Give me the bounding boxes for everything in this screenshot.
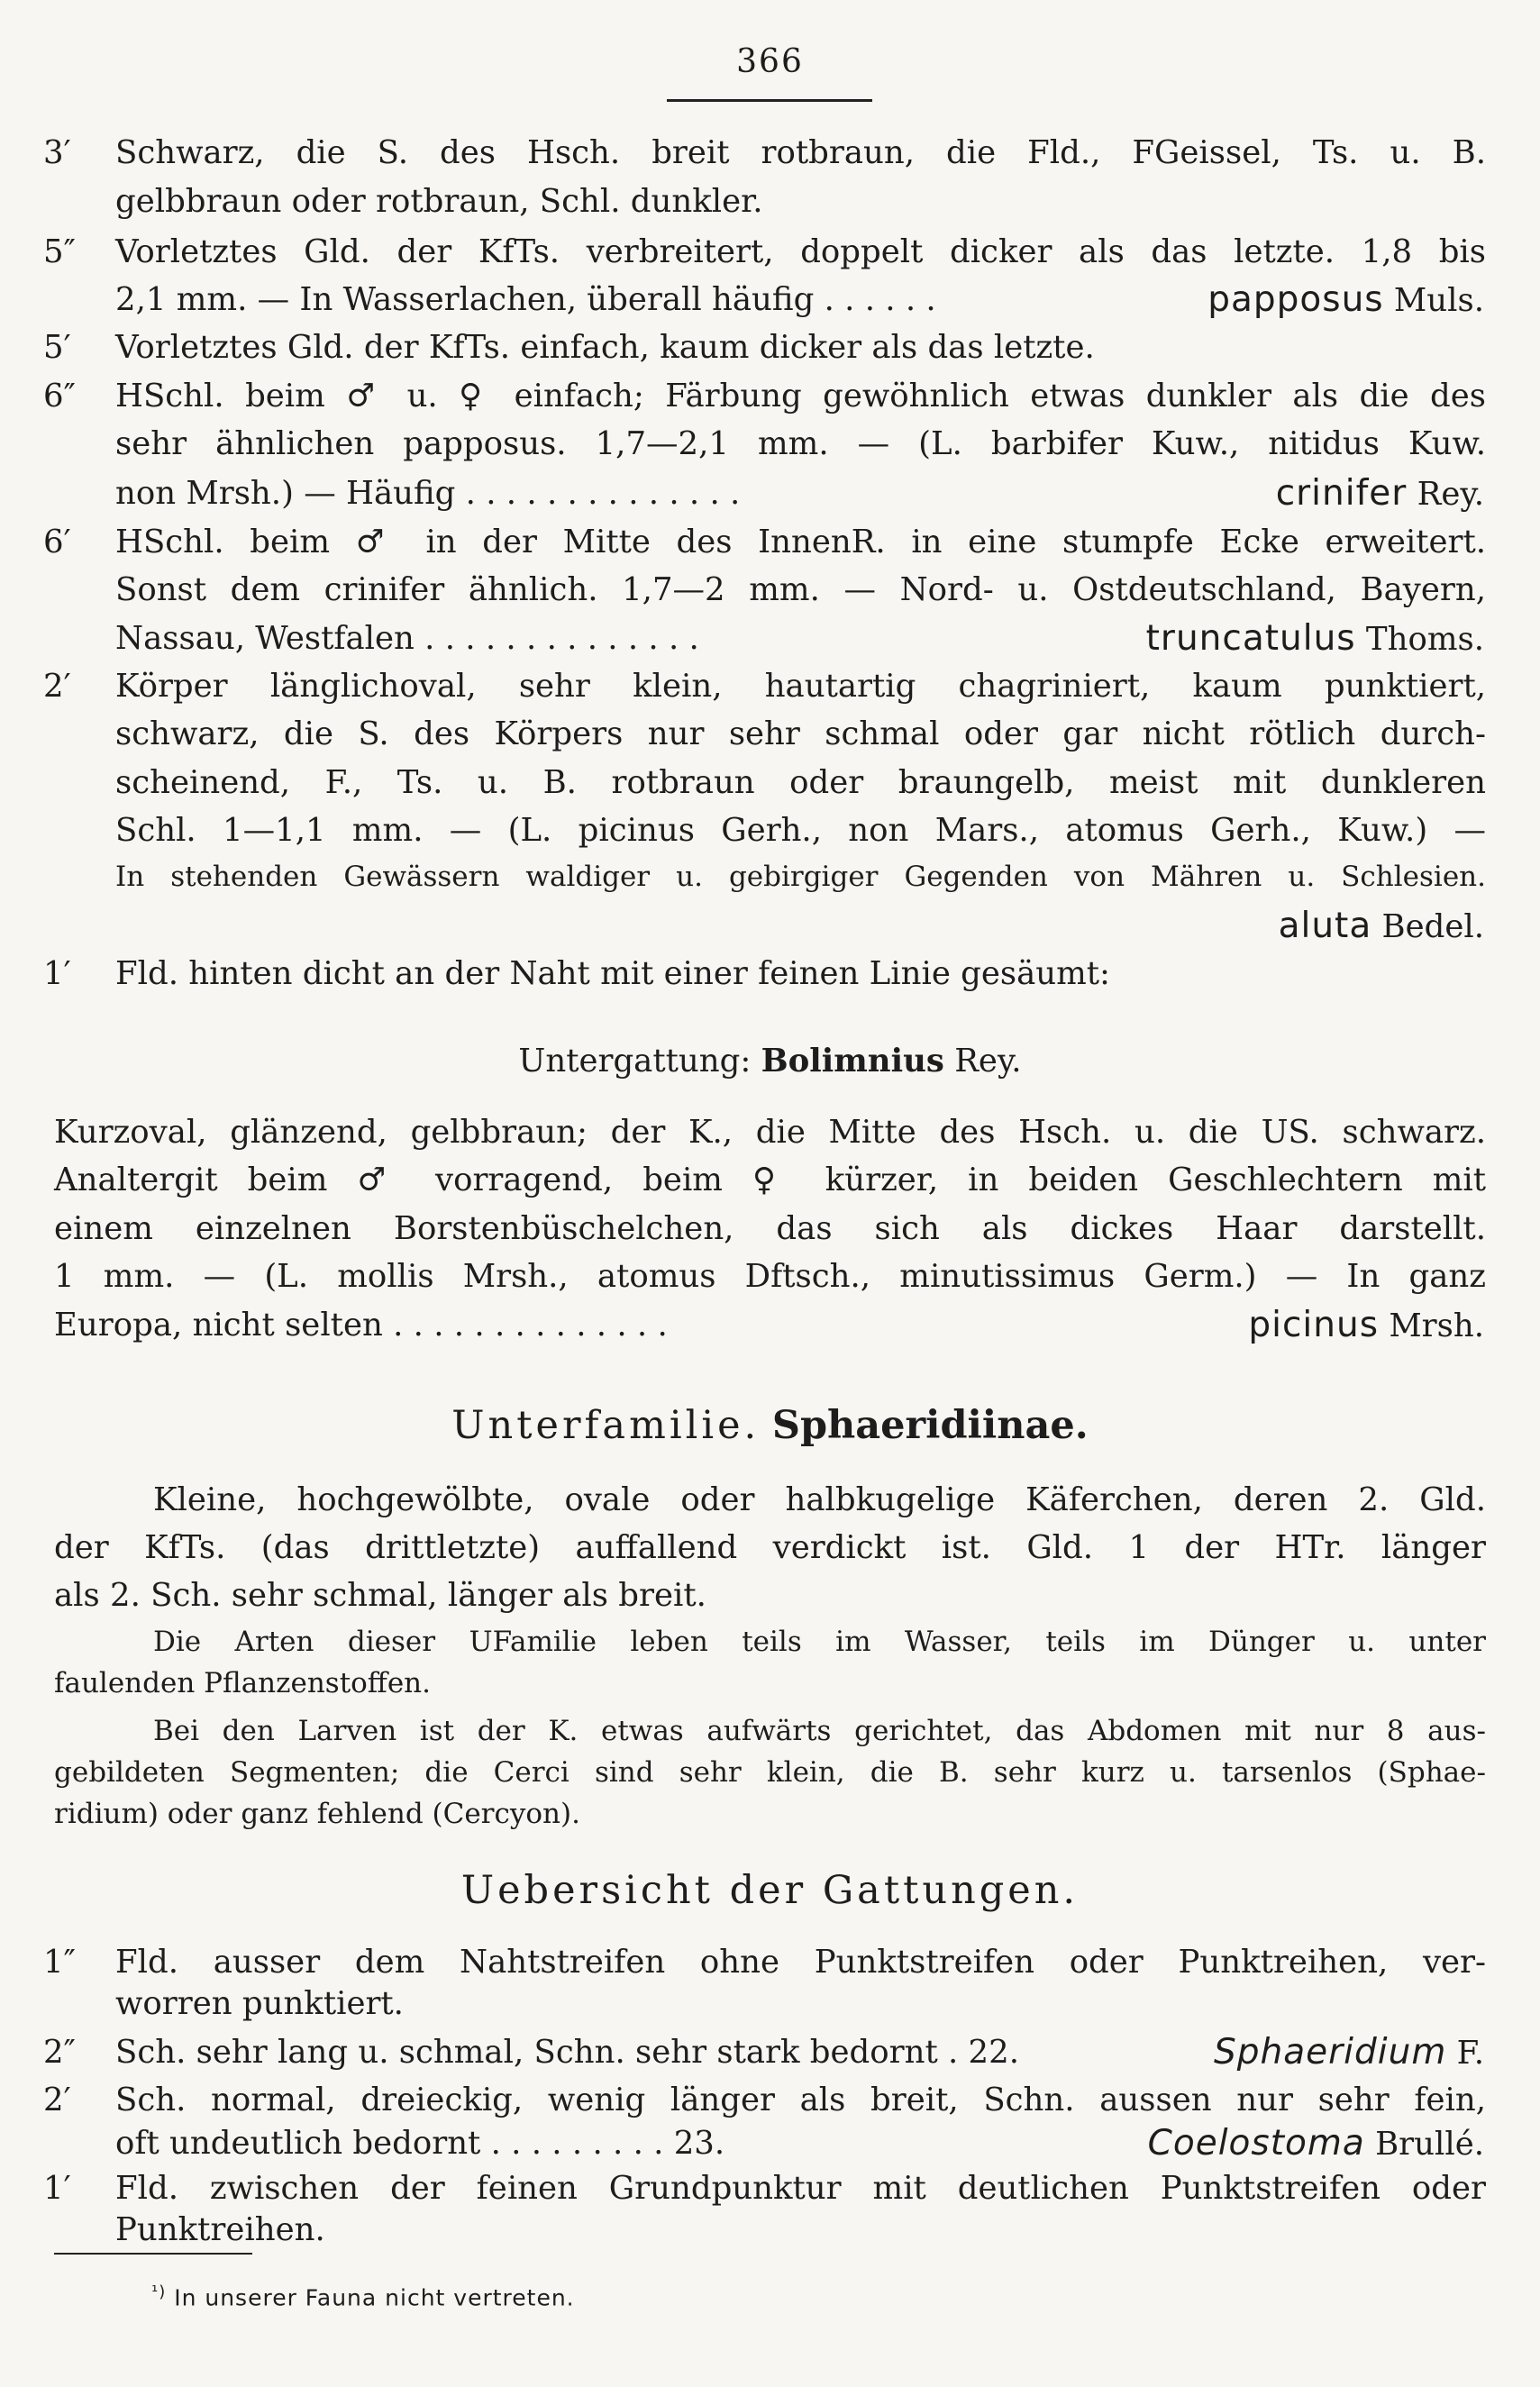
genera-line: 2′ Sch. normal, dreieckig, wenig länger als breit, Schn. aussen nur sehr fein, bbox=[43, 2082, 1486, 2118]
note-line: ridium) oder ganz fehlend (Cercyon). bbox=[54, 1798, 580, 1830]
key-line bbox=[0, 901, 1540, 952]
subfamily-line: als 2. Sch. sehr schmal, länger als breit. bbox=[54, 1577, 706, 1614]
genus-author: F. bbox=[1456, 2035, 1484, 2072]
page-number-rule bbox=[667, 99, 872, 102]
subgenus-line: Kurzoval, glänzend, gelbbraun; der K., die Mitte des Hsch. u. die US. schwarz. bbox=[54, 1114, 1486, 1151]
key-line: 6′ HSchl. beim ♂ in der Mitte des InnenR. in eine stumpfe Ecke erweitert. bbox=[43, 524, 1486, 560]
genera-line: 2″ Sch. sehr lang u. schmal, Schn. sehr stark bedornt . 22. Sphaeridium F. bbox=[43, 2032, 1484, 2073]
note-line: Bei den Larven ist der K. etwas aufwärts gerichtet, das Abdomen mit nur 8 aus- bbox=[153, 1715, 1486, 1747]
genus-name: Coelostoma bbox=[1147, 2123, 1365, 2164]
genera-heading: Uebersicht der Gattungen. bbox=[460, 1868, 1080, 1913]
key-line: schwarz, die S. des Körpers nur sehr schmal oder gar nicht rötlich durch- bbox=[115, 715, 1486, 752]
page-number: 366 bbox=[736, 43, 804, 80]
key-line: sehr ähnlichen papposus. 1,7—2,1 mm. — (L. barbifer Kuw., nitidus Kuw. bbox=[115, 425, 1486, 462]
key-line: gelbbraun oder rotbraun, Schl. dunkler. bbox=[115, 183, 763, 220]
footnote: $^{^1)}$ In unserer Fauna nicht vertreten. bbox=[151, 2282, 575, 2311]
species-name: truncatulus bbox=[1145, 618, 1356, 659]
key-line: Nassau, Westfalen . . . . . . . . . . . . . . truncatulus Thoms. bbox=[115, 618, 1484, 659]
species-author: Thoms. bbox=[1365, 621, 1484, 658]
note-line: gebildeten Segmenten; die Cerci sind sehr klein, die B. sehr kurz u. tarsenlos (Sphae- bbox=[54, 1756, 1486, 1789]
key-line: 2,1 mm. — In Wasserlachen, überall häufig . . . . . . papposus Muls. bbox=[115, 279, 1484, 320]
genera-line: 1′ Fld. zwischen der feinen Grundpunktur mit deutlichen Punktstreifen oder bbox=[43, 2170, 1486, 2207]
key-line: 5″ Vorletztes Gld. der KfTs. verbreitert, doppelt dicker als das letzte. 1,8 bis bbox=[43, 233, 1486, 270]
key-line: In stehenden Gewässern waldiger u. gebirgiger Gegenden von Mähren u. Schlesien. bbox=[115, 861, 1486, 893]
subfamily-line: Kleine, hochgewölbte, ovale oder halbkugelige Käferchen, deren 2. Gld. bbox=[153, 1481, 1486, 1518]
subfamily-heading: Unterfamilie. Sphaeridiinae. bbox=[451, 1403, 1089, 1448]
genus-author: Brullé. bbox=[1375, 2126, 1484, 2163]
subgenus-line: Analtergit beim ♂ vorragend, beim ♀ kürzer, in beiden Geschlechtern mit bbox=[54, 1162, 1486, 1198]
subgenus-line: Europa, nicht selten . . . . . . . . . . . . . . picinus Mrsh. bbox=[54, 1305, 1484, 1345]
genera-line: 1″ Fld. ausser dem Nahtstreifen ohne Punktstreifen oder Punktreihen, ver- bbox=[43, 1944, 1486, 1981]
key-line: 3′ Schwarz, die S. des Hsch. breit rotbraun, die Fld., FGeissel, Ts. u. B. bbox=[43, 134, 1486, 171]
key-line: 5′ Vorletztes Gld. der KfTs. einfach, kaum dicker als das letzte. bbox=[43, 329, 1095, 366]
species-author: Bedel. bbox=[1381, 908, 1484, 945]
species-author: Rey. bbox=[1417, 476, 1484, 513]
species-author: Mrsh. bbox=[1389, 1307, 1484, 1344]
species-name: aluta bbox=[1278, 906, 1372, 946]
subfamily-line: der KfTs. (das drittletzte) auffallend verdickt ist. Gld. 1 der HTr. länger bbox=[54, 1529, 1486, 1566]
key-line: 6″ HSchl. beim ♂ u. ♀ einfach; Färbung gewöhnlich etwas dunkler als die des bbox=[43, 378, 1486, 415]
subgenus-heading: Untergattung: Bolimnius Rey. bbox=[518, 1043, 1022, 1080]
genera-line: oft undeutlich bedornt . . . . . . . . . 23. Coelostoma Brullé. bbox=[115, 2123, 1484, 2164]
genera-line: Punktreihen. bbox=[115, 2211, 325, 2248]
genera-line: worren punktiert. bbox=[115, 1985, 404, 2022]
key-line: scheinend, F., Ts. u. B. rotbraun oder braungelb, meist mit dunkleren bbox=[115, 764, 1486, 801]
note-line: Die Arten dieser UFamilie leben teils im Wasser, teils im Dünger u. unter bbox=[153, 1626, 1486, 1658]
species-name: papposus bbox=[1207, 279, 1384, 320]
key-line: Sonst dem crinifer ähnlich. 1,7—2 mm. — Nord- u. Ostdeutschland, Bayern, bbox=[115, 571, 1486, 608]
subgenus-line: einem einzelnen Borstenbüschelchen, das sich als dickes Haar darstellt. bbox=[54, 1210, 1486, 1247]
key-line: 2′ Körper länglichoval, sehr klein, hautartig chagriniert, kaum punktiert, bbox=[43, 668, 1486, 705]
subgenus-line: 1 mm. — (L. mollis Mrsh., atomus Dftsch., minutissimus Germ.) — In ganz bbox=[54, 1258, 1486, 1295]
genus-name: Sphaeridium bbox=[1214, 2032, 1447, 2073]
species-author: Muls. bbox=[1393, 282, 1484, 319]
species-name: picinus bbox=[1248, 1305, 1380, 1345]
key-line: non Mrsh.) — Häufig . . . . . . . . . . . . . . crinifer Rey. bbox=[115, 473, 1484, 514]
footnote-rule bbox=[54, 2253, 252, 2255]
key-line: Schl. 1—1,1 mm. — (L. picinus Gerh., non Mars., atomus Gerh., Kuw.) — bbox=[115, 812, 1486, 849]
note-line: faulenden Pflanzenstoffen. bbox=[54, 1667, 432, 1699]
species-name: crinifer bbox=[1275, 473, 1408, 514]
key-line: 1′ Fld. hinten dicht an der Naht mit einer feinen Linie gesäumt: bbox=[43, 955, 1110, 992]
